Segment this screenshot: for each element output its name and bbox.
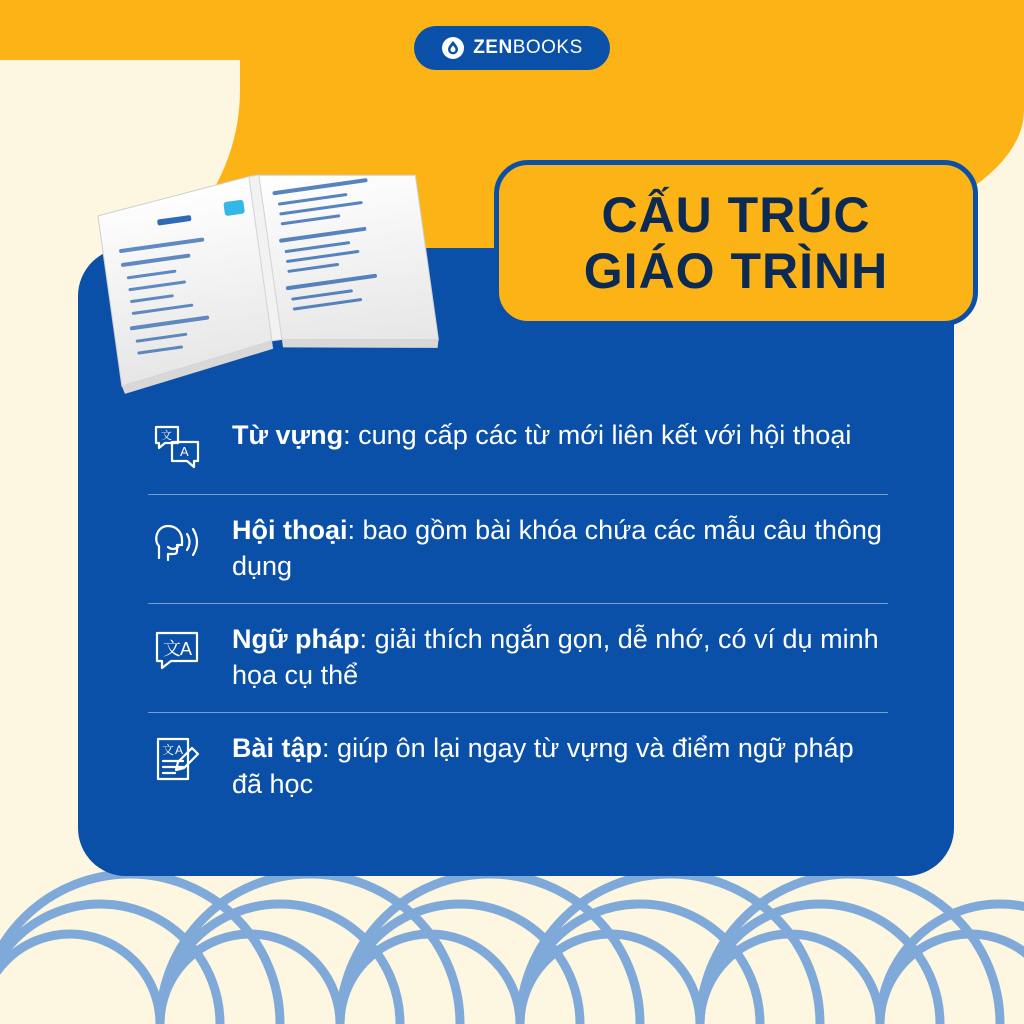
droplet-icon (441, 36, 465, 60)
list-item-text (232, 620, 888, 694)
translate-chat-icon (148, 418, 206, 476)
list-item-description: cung cấp các từ mới liên kết với hội thoại (358, 420, 852, 450)
wave-decoration (0, 864, 1024, 1024)
brand-name-rest: BOOKS (512, 37, 583, 58)
svg-text:文: 文 (161, 430, 172, 442)
brand-name-bold: ZEN (473, 37, 513, 58)
page-title-line2: GIÁO TRÌNH (583, 243, 889, 299)
list-item-description: bao gồm bài khóa chứa các mẫu câu thông dụng (232, 515, 882, 581)
svg-text:文: 文 (163, 638, 181, 659)
list-item-description: giúp ôn lại ngay từ vựng và điểm ngữ pháp đã học (232, 732, 854, 799)
list-item-text (232, 511, 888, 585)
speaking-head-icon (148, 513, 206, 571)
textbook-image (88, 150, 488, 400)
list-item-separator: : (359, 623, 375, 654)
list-item-label: Bài tập (232, 732, 323, 763)
svg-text:A: A (180, 444, 189, 459)
svg-text:文: 文 (162, 742, 175, 757)
list-item (148, 494, 888, 603)
worksheet-pencil-icon (148, 731, 206, 789)
list-item (148, 400, 888, 494)
brand-logo (414, 26, 610, 70)
brand-name (473, 37, 583, 59)
page-title (494, 160, 978, 326)
translate-bubble-icon (148, 622, 206, 680)
structure-list (148, 400, 888, 820)
list-item (148, 712, 888, 821)
list-item-label: Hội thoại (232, 515, 348, 545)
list-item-text (232, 729, 888, 803)
svg-text:A: A (175, 742, 184, 757)
svg-text:A: A (180, 638, 193, 659)
list-item-separator: : (322, 732, 338, 763)
list-item-text (232, 416, 851, 454)
list-item-separator: : (343, 420, 359, 450)
list-item-label: Từ vựng (232, 420, 344, 450)
page-title-line1: CẤU TRÚC (601, 187, 871, 243)
list-item (148, 603, 888, 712)
list-item-description: giải thích ngắn gọn, dễ nhớ, có ví dụ minh họa cụ thể (232, 623, 879, 690)
list-item-separator: : (347, 515, 363, 545)
list-item-label: Ngữ pháp (232, 623, 360, 654)
